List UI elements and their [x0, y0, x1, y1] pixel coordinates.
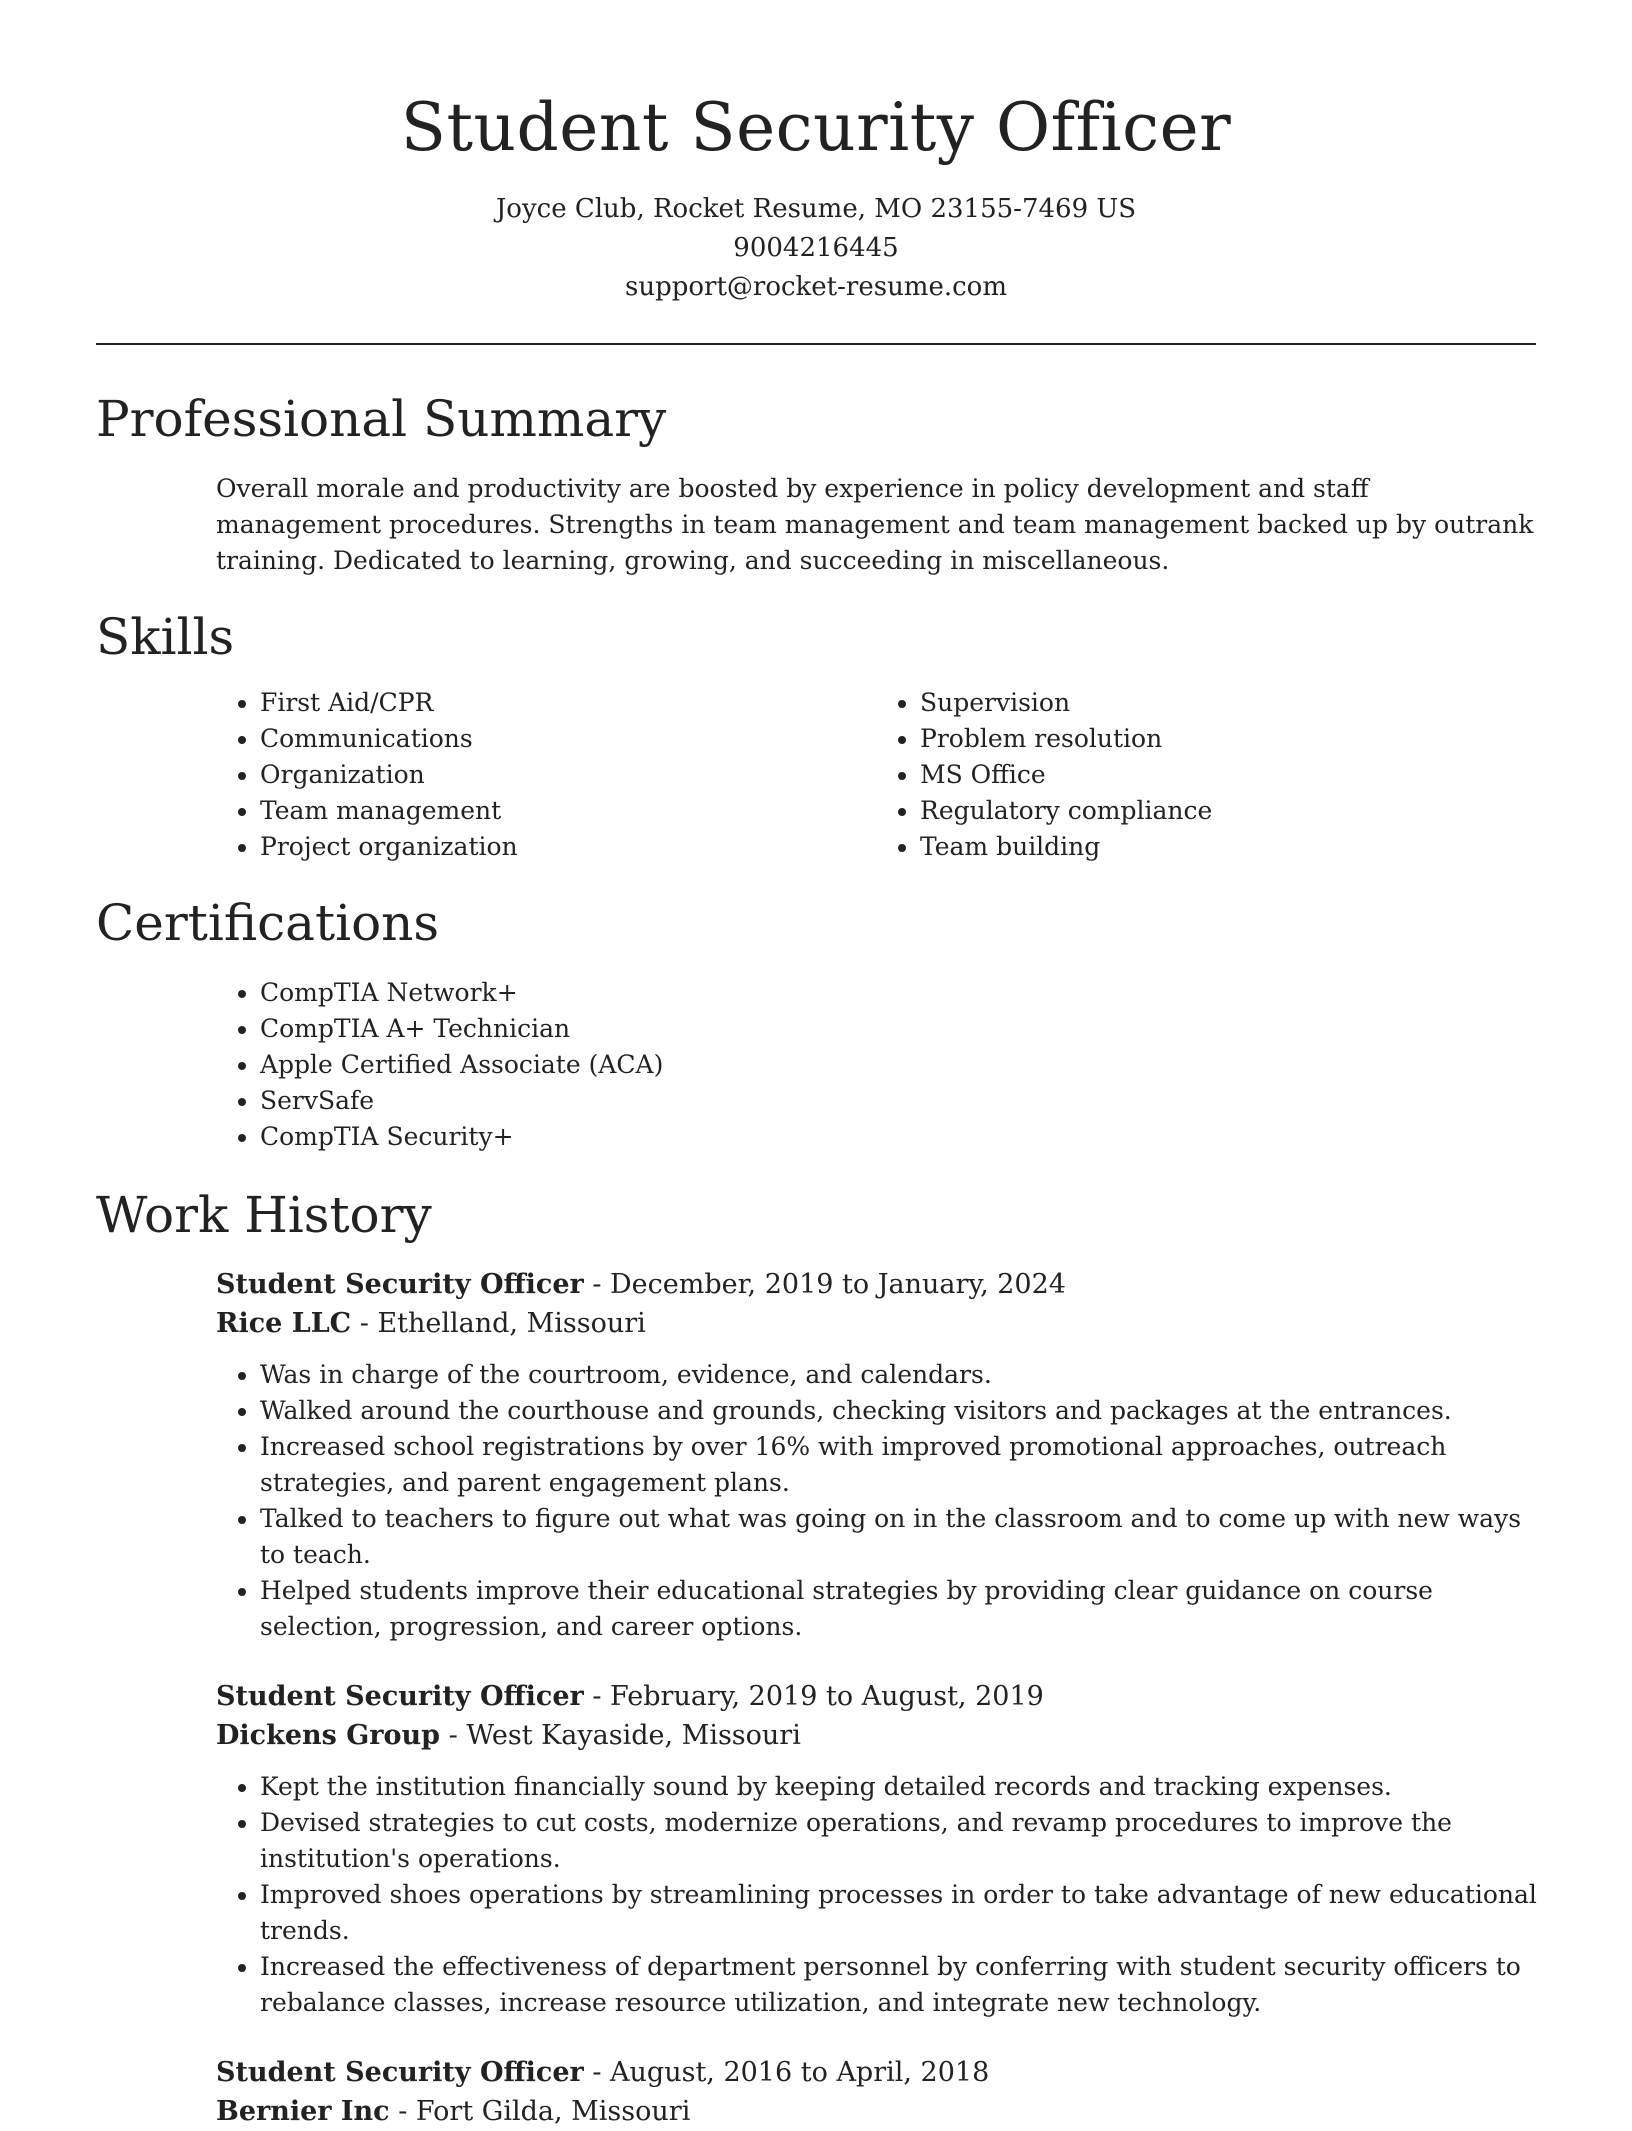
section-title-summary: Professional Summary	[96, 390, 667, 448]
section-title-certifications: Certifications	[96, 894, 440, 952]
summary-section	[96, 389, 1536, 579]
job-dates: - February, 2019 to August, 2019	[583, 1681, 1044, 1712]
resume-page	[96, 0, 1536, 2131]
skill-item: • Problem resolution	[920, 721, 1536, 757]
skills-list-right	[876, 685, 1536, 865]
job-bullet: • Increased school registrations by over 16% with improved promotional approaches, outreach strategies, and parent engagement plans.	[260, 1429, 1540, 1501]
certification-item: • ServSafe	[260, 1083, 1536, 1119]
certifications-section	[96, 893, 1536, 1155]
resume-header	[96, 0, 1536, 307]
skill-item: • Communications	[260, 721, 876, 757]
skill-item: • Team building	[920, 829, 1536, 865]
certification-item: • CompTIA Security+	[260, 1119, 1536, 1155]
skill-item: • Team management	[260, 793, 876, 829]
section-title-skills: Skills	[96, 608, 235, 666]
certification-item: • Apple Certified Associate (ACA)	[260, 1047, 1536, 1083]
job-bullet: • Increased the effectiveness of department personnel by conferring with student security officers to rebalance classes, increase resource utilization, and integrate new technology.	[260, 1949, 1540, 2021]
job-location: - Fort Gilda, Missouri	[389, 2096, 691, 2127]
job-company-line	[216, 1716, 1536, 1755]
job-company: Rice LLC	[216, 1308, 352, 1339]
skill-item: • Regulatory compliance	[920, 793, 1536, 829]
job-bullets	[216, 1769, 1540, 2021]
skills-list-left	[216, 685, 876, 865]
skill-item: • MS Office	[920, 757, 1536, 793]
section-title-work-history: Work History	[96, 1186, 432, 1244]
job-bullet: • Improved shoes operations by streamlining processes in order to take advantage of new educational trends.	[260, 1877, 1540, 1949]
job-entry	[216, 2053, 1536, 2131]
skill-item: • Project organization	[260, 829, 876, 865]
skill-item: • Organization	[260, 757, 876, 793]
work-history-section	[96, 1185, 1536, 2131]
candidate-name: Student Security Officer	[400, 89, 1232, 166]
certification-item: • CompTIA A+ Technician	[260, 1011, 1536, 1047]
contact-email: support@rocket-resume.com	[624, 272, 1007, 302]
summary-text: Overall morale and productivity are boosted by experience in policy development and staff management procedures. Strengths in team management and team management backed up by outrank training. Dedicated to learning, growing, and succeeding in miscellaneous.	[216, 474, 1534, 575]
skill-item: • Supervision	[920, 685, 1536, 721]
job-title-line	[216, 2053, 1536, 2092]
job-title-line	[216, 1677, 1536, 1716]
certification-item: • CompTIA Network+	[260, 975, 1536, 1011]
certifications-list	[216, 975, 1536, 1155]
job-bullet: • Devised strategies to cut costs, modernize operations, and revamp procedures to improve the institution's operations.	[260, 1805, 1540, 1877]
skill-item: • First Aid/CPR	[260, 685, 876, 721]
skills-section	[96, 607, 1536, 865]
job-role: Student Security Officer	[216, 1681, 584, 1712]
job-location: - Ethelland, Missouri	[351, 1308, 646, 1339]
contact-address: Joyce Club, Rocket Resume, MO 23155-7469 US	[495, 194, 1137, 224]
job-bullet: • Walked around the courthouse and grounds, checking visitors and packages at the entrances.	[260, 1393, 1540, 1429]
job-title-line	[216, 1265, 1536, 1304]
job-role: Student Security Officer	[216, 1269, 584, 1300]
job-company: Dickens Group	[216, 1720, 441, 1751]
job-bullets	[216, 1357, 1540, 1645]
job-role: Student Security Officer	[216, 2057, 584, 2088]
job-bullet: • Talked to teachers to figure out what was going on in the classroom and to come up with new ways to teach.	[260, 1501, 1540, 1573]
job-company-line	[216, 1304, 1536, 1343]
contact-phone: 9004216445	[733, 233, 899, 263]
job-dates: - December, 2019 to January, 2024	[583, 1269, 1066, 1300]
skills-columns	[216, 685, 1536, 865]
header-divider	[96, 343, 1536, 345]
job-dates: - August, 2016 to April, 2018	[583, 2057, 990, 2088]
job-bullet: • Kept the institution financially sound by keeping detailed records and tracking expenses.	[260, 1769, 1540, 1805]
contact-block	[96, 190, 1536, 307]
job-bullet: • Was in charge of the courtroom, evidence, and calendars.	[260, 1357, 1540, 1393]
job-bullet: • Helped students improve their educational strategies by providing clear guidance on course selection, progression, and career options.	[260, 1573, 1540, 1645]
job-location: - West Kayaside, Missouri	[440, 1720, 801, 1751]
job-entry	[216, 1265, 1536, 1645]
job-entry	[216, 1677, 1536, 2021]
job-company: Bernier Inc	[216, 2096, 390, 2127]
